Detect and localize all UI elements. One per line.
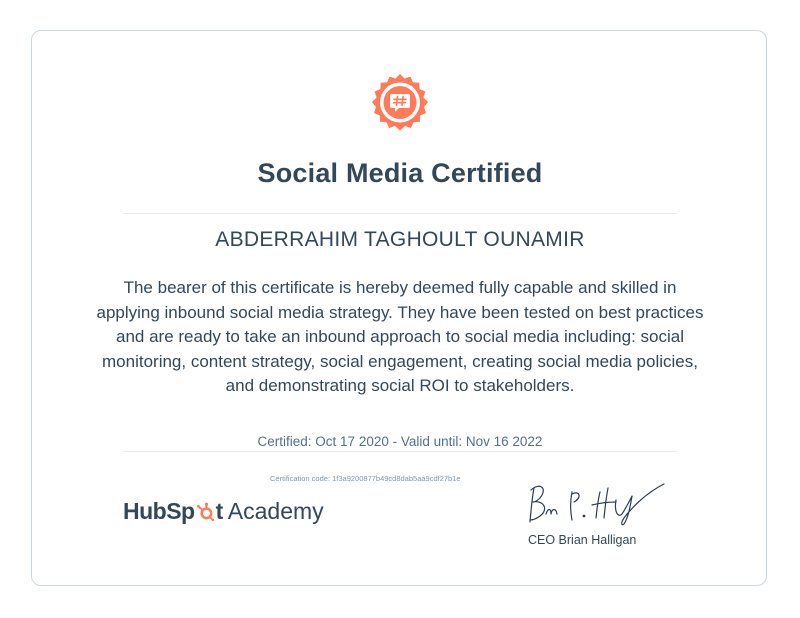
logo-wordmark-part1: HubSp xyxy=(123,498,195,524)
hashtag-badge-icon xyxy=(369,73,431,135)
certificate-title: Social Media Certified xyxy=(257,158,543,188)
logo-wordmark-part2: t xyxy=(215,498,223,524)
ceo-signature xyxy=(526,478,666,528)
sprocket-icon xyxy=(196,502,215,521)
logo-academy: Academy xyxy=(227,498,324,524)
divider-bottom xyxy=(123,451,677,452)
certificate-description: The bearer of this certificate is hereby deemed fully capable and skilled in applying inbound social media strategy. They have been tested on best practices and are ready to take an inbound approach to social media including: social monitoring, content strategy, social engagement, creating social media policies, and demonstrating social ROI to stakeholders. xyxy=(96,278,704,395)
signer-title: CEO Brian Halligan xyxy=(528,533,637,547)
hubspot-academy-logo xyxy=(123,498,324,525)
certification-dates: Certified: Oct 17 2020 - Valid until: Nov 16 2022 xyxy=(257,434,543,449)
recipient-name: ABDERRAHIM TAGHOULT OUNAMIR xyxy=(215,228,585,251)
divider-top xyxy=(123,213,677,214)
certification-code: Certification code: 1f3a9200877b49cd8dab5aa9cdf27b1e xyxy=(270,474,461,483)
